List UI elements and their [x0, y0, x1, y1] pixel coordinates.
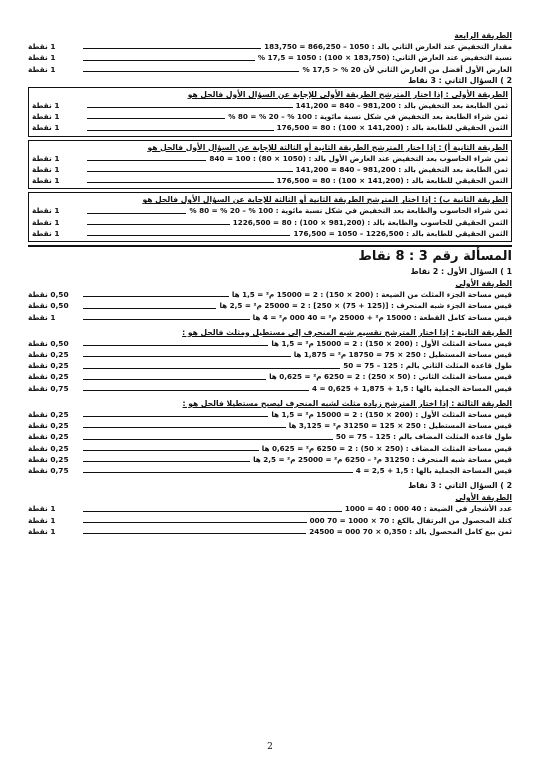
leader-line: [83, 71, 299, 72]
leader-line: [83, 390, 309, 391]
leader-line: [83, 48, 261, 49]
method-box: [28, 87, 512, 137]
method-heading: الطريقة الثانية أ) : إذا اختار المترشح الطريقة الثانية أو الثالثة للإجابة عن السؤال الأول فالحل هو: [147, 142, 508, 152]
leader-line: [83, 533, 306, 534]
leader-line: [87, 118, 225, 119]
leader-line: [83, 296, 229, 297]
points-label: 0,25 نقطة: [28, 454, 69, 464]
method-heading: الطريقة الأولى: [455, 279, 512, 288]
solution-line: [28, 289, 512, 300]
solution-line: [28, 372, 512, 383]
solution-line: [28, 383, 512, 394]
solution-text: قيس مساحة كامل القطعة : 15000 م² + 25000 م² = 40 000 م² = 4 ها: [252, 312, 512, 322]
solution-line: [28, 420, 512, 431]
solution-text: مقدار التخفيض عند العارض الثاني بالد : 1050 – 866,250 = 183,750: [264, 42, 512, 52]
leader-line: [83, 439, 333, 440]
answer-key-page: [28, 30, 512, 537]
leader-line: [83, 461, 250, 462]
method-heading: الطريقة الرابعة: [454, 31, 512, 40]
solution-line: [32, 205, 508, 216]
points-label: 1 نقطة: [28, 504, 56, 514]
leader-line: [83, 450, 259, 451]
solution-line: [28, 360, 512, 371]
solution-line: [32, 228, 508, 239]
solution-text: قيس مساحة الجزء المثلث من الضيعة : (200 × 150) : 2 = 15000 م² = 1,5 ها: [231, 290, 512, 300]
leader-line: [83, 308, 216, 309]
solution-line: [28, 515, 512, 526]
solution-text: العارض الأول أفضل من العارض الثاني لأن 20 % < 17,5 %: [302, 64, 512, 74]
points-label: 1 نقطة: [32, 217, 60, 227]
leader-line: [83, 319, 250, 320]
solution-text: كتلة المحصول من البرتقال بالكغ : 70 × 1000 = 70 000: [309, 515, 512, 525]
leader-line: [83, 472, 353, 473]
solution-text: الثمن الحقيقي للطابعة بالد : (141,200 × 100) : 80 = 176,500: [276, 123, 508, 133]
points-label: 0,50 نقطة: [28, 338, 69, 348]
page-number: 2: [267, 742, 273, 752]
solution-line: [28, 503, 512, 514]
solution-text: ثمن شراء الطابعة بعد التخفيض في شكل نسبة مائوية : 100 % – 20 % = 80 %: [228, 112, 508, 122]
solution-text: الثمن الحقيقي للحاسوب والطابعة بالد : (981,200 × 100) : 80 = 1226,500: [232, 217, 508, 227]
leader-line: [83, 427, 286, 428]
leader-line: [83, 368, 340, 369]
solution-line: [28, 52, 512, 63]
solution-text: عدد الأشجار في الضيعة : 40 000 : 40 = 1000: [344, 504, 512, 514]
leader-line: [87, 160, 206, 161]
leader-line: [83, 379, 266, 380]
leader-line: [87, 235, 290, 236]
solution-line: [32, 122, 508, 133]
solution-text: ثمن الطابعة بعد التخفيض بالد : 981,200 – 840 = 141,200: [295, 100, 508, 110]
points-label: 0,25 نقطة: [28, 361, 69, 371]
solution-line: [32, 217, 508, 228]
solution-line: [28, 409, 512, 420]
points-label: 0,75 نقطة: [28, 465, 69, 475]
method-heading: الطريقة الثانية ب) : إذا اختار المترشح الطريقة الثانية أو الثالثة للإجابة عن السؤال الأول فالحل هو: [142, 195, 508, 205]
solution-line: [28, 349, 512, 360]
points-label: 0,25 نقطة: [28, 432, 69, 442]
method-box: [28, 140, 512, 190]
leader-line: [83, 356, 291, 357]
solution-line: [28, 64, 512, 75]
leader-line: [87, 130, 274, 131]
points-label: 1 نقطة: [32, 112, 60, 122]
solution-line: [28, 443, 512, 454]
leader-line: [87, 224, 230, 225]
solution-text: قيس مساحة المستطيل : 250 × 125 = 31250 م² = 3,125 ها: [288, 421, 512, 431]
solution-line: [32, 100, 508, 111]
leader-line: [87, 182, 274, 183]
solution-line: [28, 454, 512, 465]
solution-line: [32, 111, 508, 122]
points-label: 1 نقطة: [32, 123, 60, 133]
points-label: 1 نقطة: [28, 42, 56, 52]
points-label: 1 نقطة: [32, 164, 60, 174]
points-label: 0,25 نقطة: [28, 443, 69, 453]
solution-text: قيس مساحة المثلث المضاف : (250 × 50) : 2 = 6250 م² = 0,625 ها: [261, 443, 512, 453]
leader-line: [87, 107, 293, 108]
leader-line: [83, 511, 342, 512]
points-label: 1 نقطة: [32, 176, 60, 186]
solution-text: قيس مساحة المثلث الثاني : (50 × 250) : 2 = 6250 م² = 0,625 ها: [269, 372, 512, 382]
solution-text: قيس المساحة الجملية بالها : 1,5 + 1,875 + 0,625 = 4: [312, 383, 512, 393]
points-label: 1 نقطة: [32, 100, 60, 110]
solution-text: نسبة التخفيض عند العارض الثاني: (183,750 × 100) : 1050 = 17,5 %: [257, 53, 512, 63]
points-label: 1 نقطة: [28, 312, 56, 322]
solution-text: طول قاعدة المثلث المضاف بالم : 125 – 75 = 50: [335, 432, 512, 442]
solution-text: قيس مساحة الجزء شبه المنحرف : [(125 + 75) × 250] : 2 = 25000 م² = 2,5 ها: [219, 301, 512, 311]
solution-text: قيس المساحة الجملية بالها : 1,5 + 2,5 = 4: [355, 465, 512, 475]
solution-line: [32, 153, 508, 164]
question-heading: 2 ) السؤال الثاني : 3 نقاط: [408, 481, 512, 491]
points-label: 0,25 نقطة: [28, 372, 69, 382]
solution-line: [28, 526, 512, 537]
solution-text: قيس مساحة المستطيل : 250 × 75 = 18750 م² = 1,875 ها: [293, 350, 512, 360]
solution-text: الثمن الحقيقي للطابعة بالد : (141,200 × 100) : 80 = 176,500: [276, 176, 508, 186]
question-heading: 1 ) السؤال الأول : 2 نقاط: [410, 267, 512, 276]
leader-line: [87, 171, 293, 172]
points-label: 0,50 نقطة: [28, 290, 69, 300]
method-heading: الطريقة الثانية : إذا اختار المترشح تقسيم شبه المنحرف إلى مستطيل ومثلث فالحل هو :: [182, 327, 512, 337]
leader-line: [83, 416, 268, 417]
points-label: 0,25 نقطة: [28, 410, 69, 420]
method-heading: الطريقة الثالثة : إذا اختار المترشح زيادة مثلث لشبه المنحرف ليصبح مستطيلا فالحل هو :: [182, 398, 512, 408]
leader-line: [87, 213, 186, 214]
points-label: 0,25 نقطة: [28, 350, 69, 360]
solution-text: ثمن شراء الحاسوب بعد التخفيض عند العارض الأول بالد : (1050 × 80) : 100 = 840: [209, 153, 508, 163]
problem-title: المسألة رقم 3 : 8 نقاط: [28, 245, 512, 266]
solution-line: [28, 465, 512, 476]
solution-text: ثمن الطابعة بعد التخفيض بالد : 981,200 – 840 = 141,200: [295, 164, 508, 174]
question-heading: 2 ) السؤال الثاني : 3 نقاط: [408, 75, 512, 85]
leader-line: [83, 345, 268, 346]
points-label: 1 نقطة: [32, 153, 60, 163]
method-heading: الطريقة الأولى : إذا اختار المترشح الطريقة الأولى للإجابة عن السؤال الأول فالحل هو: [187, 89, 508, 99]
points-label: 0,50 نقطة: [28, 301, 69, 311]
solution-line: [28, 300, 512, 311]
solution-text: طول قاعدة المثلث الثاني بالم : 125 – 75 = 50: [343, 361, 512, 371]
solution-line: [28, 431, 512, 442]
points-label: 0,25 نقطة: [28, 421, 69, 431]
solution-text: قيس مساحة المثلث الأول : (200 × 150) : 2 = 15000 م² = 1,5 ها: [271, 338, 512, 348]
solution-text: قيس مساحة المثلث الأول : (200 × 150) : 2 = 15000 م² = 1,5 ها: [271, 410, 512, 420]
solution-text: الثمن الحقيقي للطابعة بالد : 1226,500 – 1050 = 176,500: [293, 228, 508, 238]
method-heading: الطريقة الأولى: [455, 493, 512, 503]
points-label: 0,75 نقطة: [28, 383, 69, 393]
points-label: 1 نقطة: [32, 228, 60, 238]
solution-line: [28, 312, 512, 323]
points-label: 1 نقطة: [28, 526, 56, 536]
leader-line: [83, 522, 307, 523]
solution-line: [32, 175, 508, 186]
points-label: 1 نقطة: [28, 64, 56, 74]
solution-line: [28, 338, 512, 349]
solution-line: [32, 164, 508, 175]
solution-text: قيس مساحة شبه المنحرف : 31250 م² – 6250 م² = 25000 م² = 2,5 ها: [253, 454, 512, 464]
points-label: 1 نقطة: [28, 53, 56, 63]
leader-line: [83, 60, 255, 61]
method-box: [28, 192, 512, 242]
solution-text: ثمن بيع كامل المحصول بالد : 0,350 × 70 000 = 24500: [309, 526, 512, 536]
solution-text: ثمن شراء الحاسوب والطابعة بعد التخفيض في شكل نسبة مائوية : 100 % – 20 % = 80 %: [189, 206, 508, 216]
points-label: 1 نقطة: [28, 515, 56, 525]
points-label: 1 نقطة: [32, 206, 60, 216]
solution-line: [28, 41, 512, 52]
